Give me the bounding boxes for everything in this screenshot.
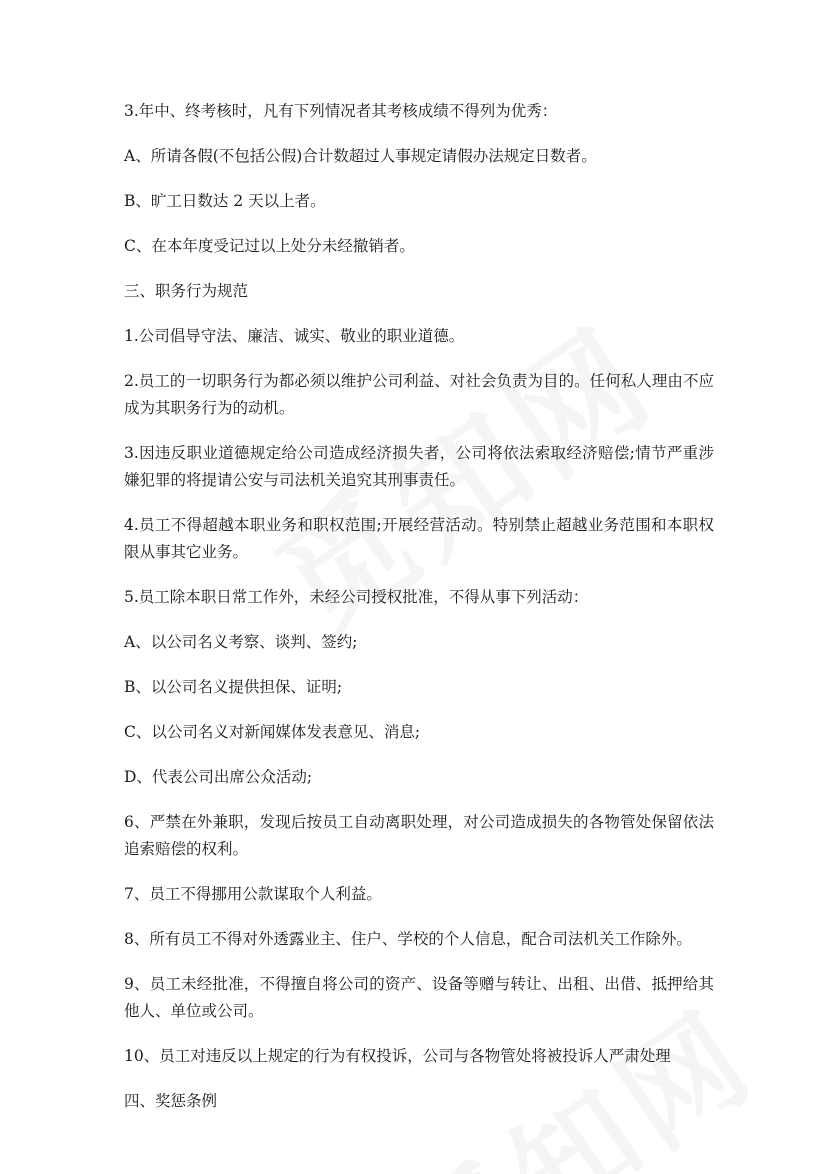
paragraph-conduct-8: 8、所有员工不得对外透露业主、住户、学校的个人信息，配合司法机关工作除外。 — [124, 930, 692, 948]
paragraph-conduct-5: 5.员工除本职日常工作外，未经公司授权批准，不得从事下列活动： — [124, 588, 589, 606]
paragraph-assessment-rule: 3.年中、终考核时，凡有下列情况者其考核成绩不得列为优秀： — [124, 102, 558, 120]
paragraph-activity-a: A、以公司名义考察、谈判、签约; — [124, 633, 358, 651]
paragraph-activity-b: B、以公司名义提供担保、证明; — [124, 678, 343, 696]
paragraph-activity-d: D、代表公司出席公众活动; — [124, 768, 313, 786]
paragraph-conduct-6: 6、严禁在外兼职，发现后按员工自动离职处理，对公司造成损失的各物管处保留依法追索赔偿的权利。 — [124, 813, 714, 858]
paragraph-conduct-1: 1.公司倡导守法、廉洁、诚实、敬业的职业道德。 — [124, 327, 465, 345]
paragraph-conduct-2: 2.员工的一切职务行为都必须以维护公司利益、对社会负责为目的。任何私人理由不应成为其职务行为的动机。 — [124, 372, 714, 417]
paragraph-conduct-7: 7、员工不得挪用公款谋取个人利益。 — [124, 885, 382, 903]
section-heading-rewards: 四、奖惩条例 — [124, 1092, 218, 1110]
section-heading-conduct: 三、职务行为规范 — [124, 282, 249, 300]
paragraph-conduct-10: 10、员工对违反以上规定的行为有权投诉，公司与各物管处将被投诉人严肃处理 — [124, 1047, 671, 1065]
paragraph-conduct-3: 3.因违反职业道德规定给公司造成经济损失者，公司将依法索取经济赔偿;情节严重涉嫌犯罪的将提请公安与司法机关追究其刑事责任。 — [124, 444, 714, 489]
paragraph-item-c-penalty: C、在本年度受记过以上处分未经撤销者。 — [124, 237, 415, 255]
paragraph-conduct-9: 9、员工未经批准，不得擅自将公司的资产、设备等赠与转让、出租、出借、抵押给其他人、单位或公司。 — [124, 975, 714, 1020]
paragraph-item-a-leave: A、所请各假(不包括公假)合计数超过人事规定请假办法规定日数者。 — [124, 147, 597, 165]
paragraph-conduct-4: 4.员工不得超越本职业务和职权范围;开展经营活动。特别禁止超越业务范围和本职权限从事其它业务。 — [124, 516, 714, 561]
paragraph-activity-c: C、以公司名义对新闻媒体发表意见、消息; — [124, 723, 421, 741]
document-body — [124, 98, 714, 1115]
paragraph-item-b-absence: B、旷工日数达 2 天以上者。 — [124, 192, 326, 210]
